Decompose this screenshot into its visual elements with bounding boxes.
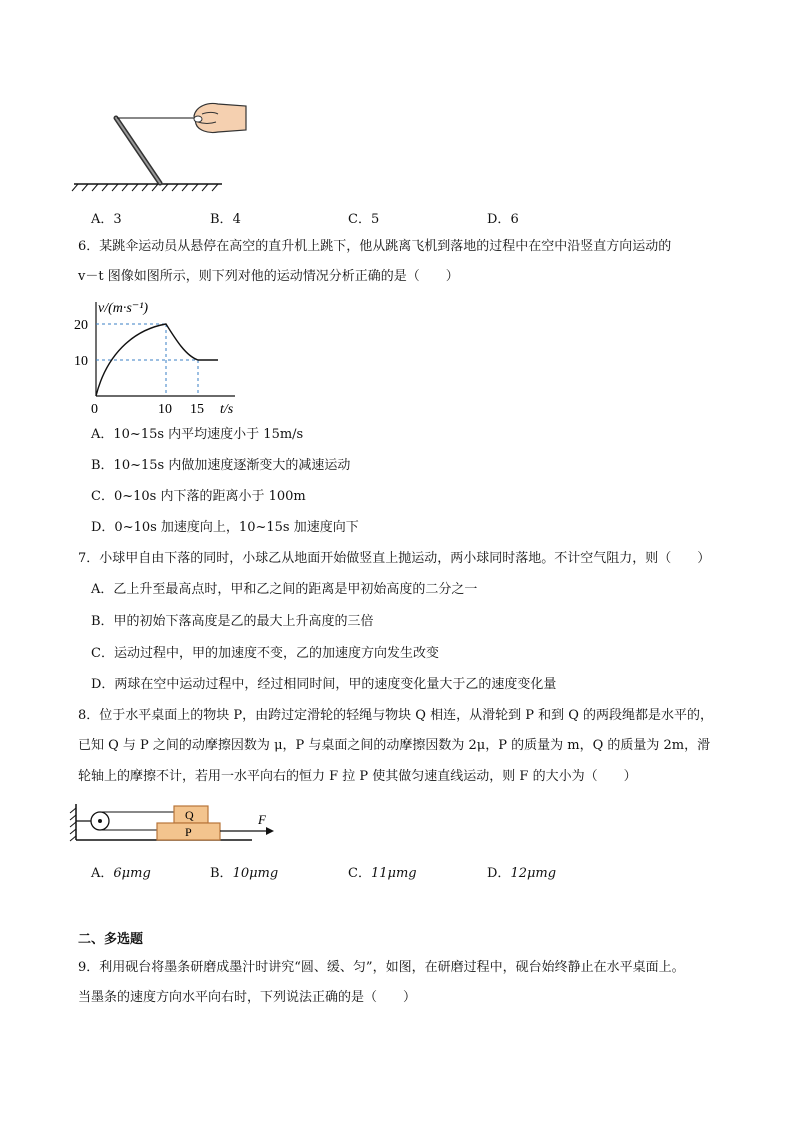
- q6-stem-line2: v－t 图像如图所示，则下列对他的运动情况分析正确的是（ ）: [78, 269, 459, 284]
- y-tick-20: 20: [74, 318, 88, 333]
- q6-stem-line1: 6．某跳伞运动员从悬停在高空的直升机上跳下，他从跳离飞机到落地的过程中在空中沿竖直方向运动的: [78, 239, 672, 254]
- force-label: F: [258, 812, 266, 827]
- section-title: 二、多选题: [78, 932, 144, 947]
- q5-figure: [68, 92, 258, 192]
- q5-option-b[interactable]: [210, 208, 241, 227]
- y-tick-10: 10: [74, 354, 88, 369]
- option-text: 11μmg: [370, 866, 417, 881]
- hand-icon: [194, 104, 246, 133]
- option-text: 6μmg: [113, 866, 151, 881]
- q7-stem: 7．小球甲自由下落的同时，小球乙从地面开始做竖直上抛运动，两小球同时落地。不计空气阻力，则（ ）: [78, 551, 711, 566]
- q8-option-c[interactable]: [348, 862, 417, 881]
- q8-option-b[interactable]: [210, 862, 278, 881]
- option-text: 12μmg: [510, 866, 557, 881]
- option-letter: B．: [210, 212, 233, 227]
- q7-option-c[interactable]: C．运动过程中，甲的加速度不变，乙的加速度方向发生改变: [91, 646, 439, 661]
- x-tick-15: 15: [190, 402, 204, 417]
- x-tick-0: 0: [91, 402, 98, 417]
- option-letter: D．: [487, 212, 511, 227]
- y-axis-label: v/(m·s⁻¹): [98, 301, 149, 316]
- option-text: 3: [113, 212, 122, 227]
- option-letter: C．: [348, 866, 371, 881]
- q8-stem-line3: 轮轴上的摩擦不计，若用一水平向右的恒力 F 拉 P 使其做匀速直线运动，则 F 的大小为（ ）: [78, 769, 637, 784]
- option-text: 6: [510, 212, 519, 227]
- q6-option-d[interactable]: D．0~10s 加速度向上，10~15s 加速度向下: [91, 520, 359, 535]
- q8-stem-line2: 已知 Q 与 P 之间的动摩擦因数为 μ，P 与桌面之间的动摩擦因数为 2μ，P 的质量为 m，Q 的质量为 2m，滑: [78, 738, 711, 753]
- q7-option-d[interactable]: D．两球在空中运动过程中，经过相同时间，甲的速度变化量大于乙的速度变化量: [91, 677, 557, 692]
- q6-option-c[interactable]: C．0~10s 内下落的距离小于 100m: [91, 489, 306, 504]
- q8-option-d[interactable]: [487, 862, 556, 881]
- q9-stem-line2: 当墨条的速度方向水平向右时，下列说法正确的是（ ）: [78, 990, 417, 1005]
- q5-option-c[interactable]: [348, 208, 379, 227]
- option-letter: D．: [487, 866, 511, 881]
- q8-figure: [68, 800, 278, 848]
- q5-option-a[interactable]: [91, 208, 122, 227]
- x-axis-label: t/s: [220, 402, 234, 417]
- option-text: 4: [232, 212, 241, 227]
- option-letter: B．: [210, 866, 233, 881]
- option-letter: A．: [91, 866, 114, 881]
- q6-option-b[interactable]: B．10~15s 内做加速度逐渐变大的减速运动: [91, 458, 351, 473]
- option-letter: C．: [348, 212, 371, 227]
- option-text: 5: [370, 212, 380, 227]
- q6-option-a[interactable]: A．10~15s 内平均速度小于 15m/s: [91, 427, 304, 442]
- q8-stem-line1: 8．位于水平桌面上的物块 P，由跨过定滑轮的轻绳与物块 Q 相连，从滑轮到 P 和到 Q 的两段绳都是水平的，: [78, 708, 714, 723]
- block-q-label: Q: [185, 808, 194, 822]
- q7-option-b[interactable]: B．甲的初始下落高度是乙的最大上升高度的三倍: [91, 614, 374, 629]
- option-text: 10μmg: [232, 866, 279, 881]
- block-p-label: P: [185, 825, 192, 839]
- q9-stem-line1: 9．利用砚台将墨条研磨成墨汁时讲究“圆、缓、匀”，如图，在研磨过程中，砚台始终静止在水平桌面上。: [78, 960, 685, 975]
- q7-option-a[interactable]: A．乙上升至最高点时，甲和乙之间的距离是甲初始高度的二分之一: [91, 582, 478, 597]
- q8-option-a[interactable]: [91, 862, 151, 881]
- q6-vt-graph: [70, 296, 240, 418]
- x-tick-10: 10: [158, 402, 172, 417]
- ground-hatching: [72, 184, 218, 191]
- option-letter: A．: [91, 212, 114, 227]
- q5-option-d[interactable]: [487, 208, 519, 227]
